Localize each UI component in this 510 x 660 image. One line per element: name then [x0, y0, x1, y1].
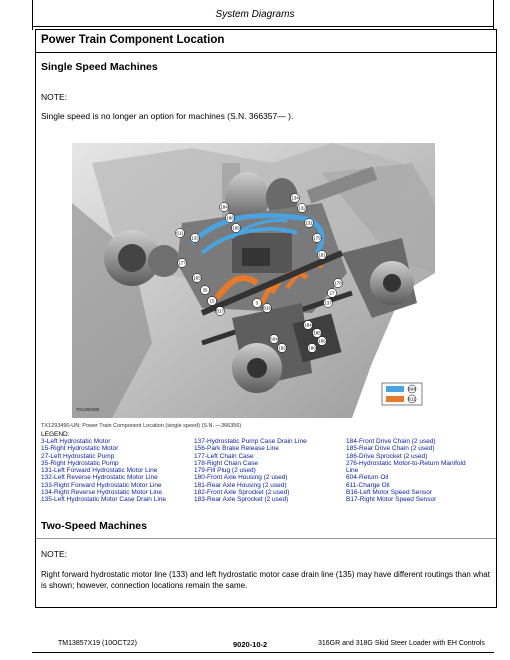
svg-text:180: 180 [308, 345, 316, 351]
svg-text:179: 179 [313, 235, 321, 241]
svg-text:134: 134 [291, 195, 299, 201]
svg-text:184: 184 [220, 204, 228, 210]
note2-text: Right forward hydrostatic motor line (133) and left hydrostatic motor case drain line (135) may have different routings than what is shown; however, connection locations remain the same. [41, 570, 490, 590]
legend-item: 604-Return Oil [346, 474, 389, 482]
legend-item: 27-Left Hydrostatic Pump [41, 452, 115, 460]
svg-text:132: 132 [298, 205, 306, 211]
legend-item: 186-Drive Sprocket (2 used) [346, 452, 428, 460]
svg-text:182: 182 [278, 345, 286, 351]
figure-caption: TX1293490-UN: Power Train Component Location (single speed) (S.N. —366356) [41, 423, 242, 429]
svg-text:604: 604 [270, 336, 278, 342]
svg-text:27: 27 [329, 290, 335, 296]
footer-rule [32, 652, 494, 653]
note-label: NOTE: [41, 92, 67, 102]
legend-item: 133-Right Forward Hydrostatic Motor Line [41, 481, 162, 489]
legend-item: 156-Park Brake Release Line [194, 445, 279, 453]
legend-column-1 [41, 438, 191, 504]
legend-item: 179-Fill Plug (2 used) [194, 467, 256, 475]
svg-text:178: 178 [334, 280, 342, 286]
legend-item: 178-Right Chain Case [194, 459, 258, 467]
svg-text:3: 3 [255, 300, 259, 306]
legend-item: 183-Rear Axle Sprocket (2 used) [194, 496, 289, 504]
section-title-rule [36, 52, 496, 53]
legend-item: 177-Left Chain Case [194, 452, 254, 460]
legend-item: 276-Hydrostatic Motor-to-Return Manifold [346, 459, 466, 467]
legend-title: LEGEND: [41, 431, 70, 438]
svg-text:185: 185 [232, 225, 240, 231]
legend-item: 132-Left Reverse Hydrostatic Motor Line [41, 474, 158, 482]
svg-text:131: 131 [305, 220, 313, 226]
svg-text:35: 35 [202, 287, 208, 293]
svg-text:185: 185 [313, 330, 321, 336]
legend-item: 182-Front Axle Sprocket (2 used) [194, 489, 290, 497]
footer-page-number: 9020-10-2 [233, 640, 268, 649]
legend-item: 3-Left Hydrostatic Motor [41, 438, 111, 445]
legend-item: 184-Front Drive Chain (2 used) [346, 438, 436, 445]
subsection2-title: Two-Speed Machines [41, 520, 147, 532]
svg-text:604: 604 [408, 386, 416, 392]
power-train-figure [72, 143, 435, 418]
note2-label: NOTE: [41, 549, 67, 559]
subsection2-rule [36, 538, 496, 539]
svg-text:137: 137 [324, 300, 332, 306]
svg-text:181: 181 [318, 252, 326, 258]
svg-text:183: 183 [193, 275, 201, 281]
power-train-illustration [72, 143, 435, 418]
legend-item: 135-Left Hydrostatic Motor Case Drain Line [41, 496, 167, 504]
svg-text:177: 177 [178, 260, 186, 266]
figure-id-tag: TX1293490 [76, 407, 100, 412]
svg-text:B17: B17 [215, 308, 225, 314]
legend-item: 185-Rear Drive Chain (2 used) [346, 445, 435, 453]
footer-title: 316GR and 318G Skid Steer Loader with EH Controls [318, 640, 485, 647]
svg-text:186: 186 [226, 215, 234, 221]
legend-item: 15-Right Hydrostatic Motor [41, 445, 119, 453]
legend-item: 181-Rear Axle Housing (2 used) [194, 481, 287, 489]
legend-item: B16-Left Motor Speed Sensor [346, 489, 432, 497]
svg-text:611: 611 [408, 396, 416, 402]
svg-text:186: 186 [318, 338, 326, 344]
legend-item: 134-Right Reverse Hydrostatic Motor Line [41, 489, 163, 497]
section-title: Power Train Component Location [41, 34, 225, 46]
legend-item: 180-Front Axle Housing (2 used) [194, 474, 288, 482]
header-rule [32, 26, 494, 27]
legend-item: Line [346, 467, 359, 475]
legend-item: B17-Right Motor Speed Sensor [346, 496, 437, 504]
header-title: System Diagrams [215, 9, 295, 20]
svg-text:611: 611 [176, 230, 184, 236]
svg-text:15: 15 [209, 298, 215, 304]
legend-item: 137-Hydrostatic Pump Case Drain Line [194, 438, 307, 445]
note-text: Single speed is no longer an option for machines (S.N. 366357— ). [41, 111, 294, 121]
color-key [382, 383, 422, 405]
legend-item: 35-Right Hydrostatic Pump [41, 459, 119, 467]
svg-text:133: 133 [191, 235, 199, 241]
legend-column-2 [194, 438, 344, 504]
legend-item: 611-Charge Oil [346, 481, 390, 489]
legend-column-3 [346, 438, 496, 504]
return-oil-swatch [386, 386, 404, 392]
svg-text:184: 184 [304, 322, 312, 328]
subsection-title: Single Speed Machines [41, 61, 158, 73]
footer-doc-id: TM13857X19 (10OCT22) [58, 640, 137, 647]
charge-oil-swatch [386, 396, 404, 402]
legend-item: 131-Left Forward Hydrostatic Motor Line [41, 467, 158, 475]
svg-text:B16: B16 [262, 305, 272, 311]
